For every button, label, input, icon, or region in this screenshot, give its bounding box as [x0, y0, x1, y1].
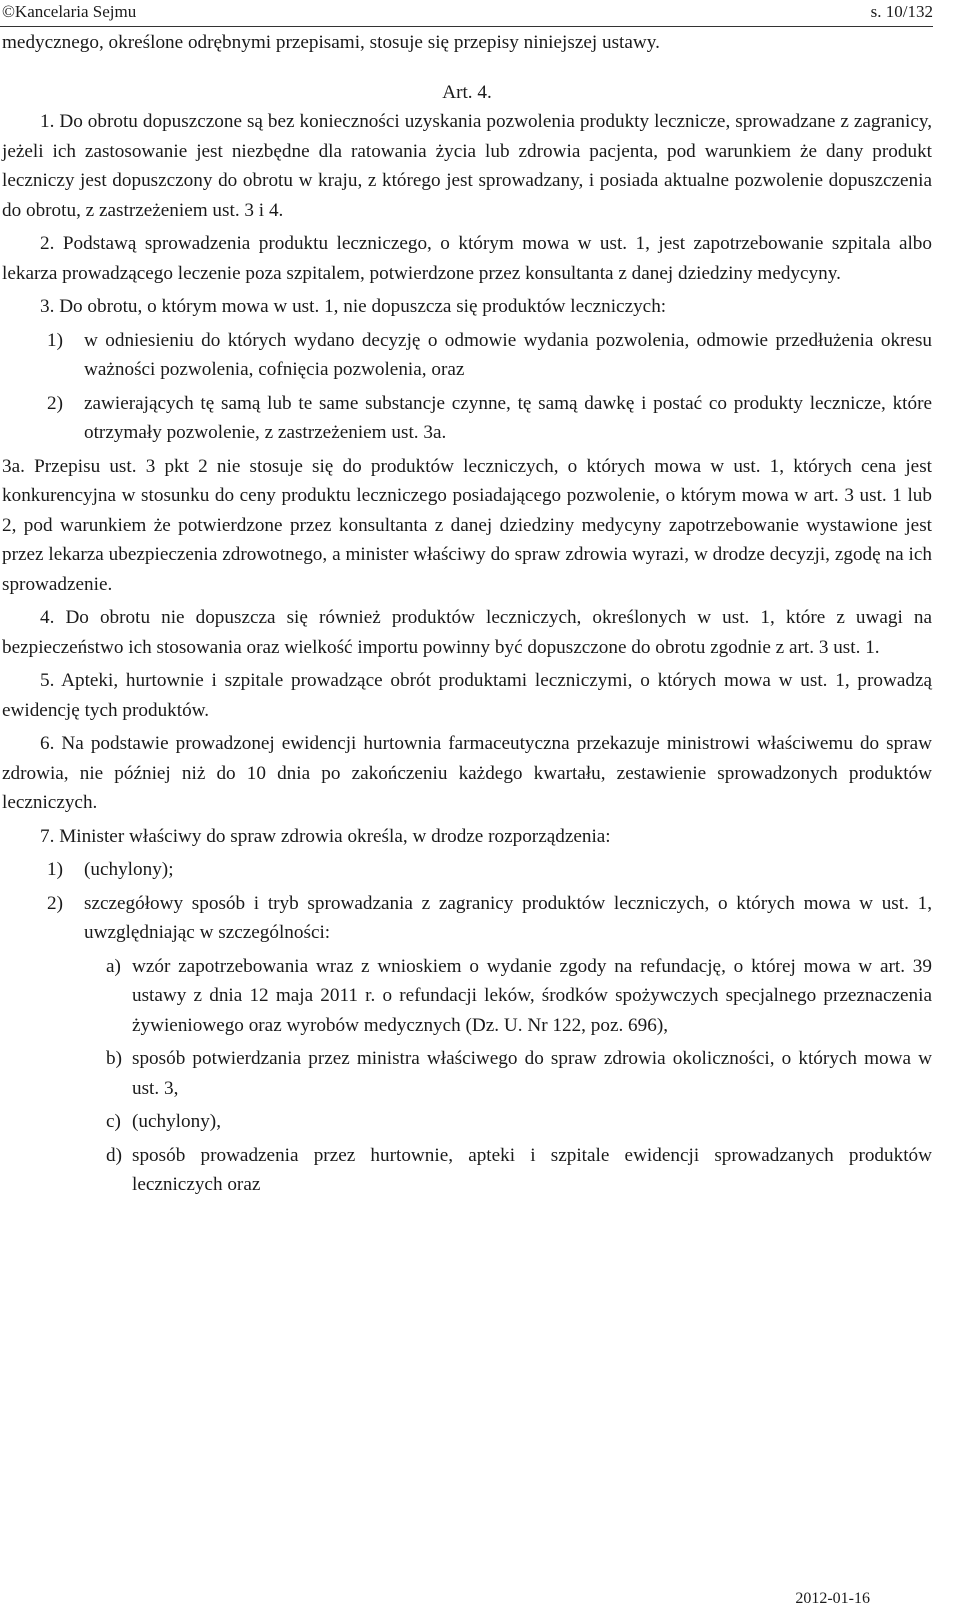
page-header	[0, 2, 933, 27]
list-item	[2, 326, 932, 385]
list-number: 1)	[47, 329, 63, 351]
ust-3a: 3a. Przepisu ust. 3 pkt 2 nie stosuje się do produktów leczniczych, o których mowa w ust. 1, których cena jest konkurencyjna w stosunku do ceny produktu leczniczego posiadającego pozwolenie, o którym mowa w art. 3 ust. 1 lub 2, pod warunkiem że potwierdzone przez konsultanta z danej dziedziny medycyny zapotrzebowanie wystawione jest przez lekarza ubezpieczenia zdrowotnego, a minister właściwy do spraw zdrowia wyrazi, w drodze decyzji, zgodę na ich sprowadzenie.	[2, 455, 932, 595]
list-letter: b)	[106, 1048, 122, 1069]
list-text: wzór zapotrzebowania wraz z wnioskiem o wydanie zgody na refundację, o której mowa w art. 39 ustawy z dnia 12 maja 2011 r. o refundacji leków, środków spożywczych specjalnego przeznaczenia żywieniowego oraz wyrobów medycznych (Dz. U. Nr 122, poz. 696),	[132, 955, 932, 1036]
list-item	[2, 889, 932, 948]
list-text: w odniesieniu do których wydano decyzję o odmowie wydania pozwolenia, odmowie przedłużenia okresu ważności pozwolenia, cofnięcia pozwolenia, oraz	[84, 329, 932, 380]
document-body	[2, 28, 932, 1200]
list-text: (uchylony),	[132, 1111, 221, 1132]
ust-7: 7. Minister właściwy do spraw zdrowia określa, w drodze rozporządzenia:	[40, 825, 611, 847]
list-item	[2, 1107, 932, 1137]
list-item	[2, 1141, 932, 1200]
ust-5: 5. Apteki, hurtownie i szpitale prowadzące obrót produktami leczniczymi, o których mowa w ust. 1, prowadzą ewidencję tych produktów.	[2, 670, 932, 721]
ust-4: 4. Do obrotu nie dopuszcza się również produktów leczniczych, określonych w ust. 1, które z uwagi na bezpieczeństwo ich stosowania oraz wielkość importu powinny być dopuszczone do obrotu zgodnie z art. 3 ust. 1.	[2, 607, 932, 658]
list-item	[2, 1044, 932, 1103]
source-label: ©Kancelaria Sejmu	[2, 2, 137, 21]
list-item	[2, 952, 932, 1041]
ust-2: 2. Podstawą sprowadzenia produktu leczniczego, o którym mowa w ust. 1, jest zapotrzebowanie szpitala albo lekarza prowadzącego leczenie poza szpitalem, potwierdzone przez konsultanta z danej dziedziny medycyny.	[2, 233, 932, 284]
list-text: (uchylony);	[84, 859, 174, 880]
ust-6: 6. Na podstawie prowadzonej ewidencji hurtownia farmaceutyczna przekazuje ministrowi właściwemu do spraw zdrowia, nie później niż do 10 dnia po zakończeniu każdego kwartału, zestawienie sprowadzonych produktów leczniczych.	[2, 733, 932, 813]
list-text: sposób potwierdzania przez ministra właściwego do spraw zdrowia okoliczności, o których mowa w ust. 3,	[132, 1048, 932, 1099]
ust-3: 3. Do obrotu, o którym mowa w ust. 1, nie dopuszcza się produktów leczniczych:	[40, 296, 667, 317]
list-item	[2, 855, 932, 885]
list-letter: a)	[106, 955, 121, 977]
list-text: szczegółowy sposób i tryb sprowadzania z zagranicy produktów leczniczych, o których mowa w ust. 1, uwzględniając w szczególności:	[84, 892, 932, 943]
page-number: s. 10/132	[870, 2, 933, 21]
list-number: 2)	[47, 392, 63, 414]
footer-date: 2012-01-16	[795, 1590, 870, 1607]
list-letter: c)	[106, 1111, 121, 1132]
list-text: zawierających tę samą lub te same substancje czynne, tę samą dawkę i postać co produkty lecznicze, które otrzymały pozwolenie, z zastrzeżeniem ust. 3a.	[84, 392, 932, 443]
list-text: sposób prowadzenia przez hurtownie, apteki i szpitale ewidencji sprowadzanych produktów leczniczych oraz	[132, 1144, 932, 1195]
ust-1: 1. Do obrotu dopuszczone są bez konieczności uzyskania pozwolenia produkty lecznicze, sprowadzane z zagranicy, jeżeli ich zastosowanie jest niezbędne dla ratowania życia lub zdrowia pacjenta, pod warunkiem że dany produkt leczniczy jest dopuszczony do obrotu w kraju, z którego jest sprowadzany, i posiada aktualne pozwolenie dopuszczenia do obrotu, z zastrzeżeniem ust. 3 i 4.	[2, 111, 932, 221]
list-number: 1)	[47, 859, 63, 880]
list-item	[2, 389, 932, 448]
list-number: 2)	[47, 892, 63, 914]
paragraph-continuation: medycznego, określone odrębnymi przepisami, stosuje się przepisy niniejszej ustawy.	[2, 32, 660, 53]
list-letter: d)	[106, 1144, 122, 1166]
article-title: Art. 4.	[442, 81, 492, 103]
